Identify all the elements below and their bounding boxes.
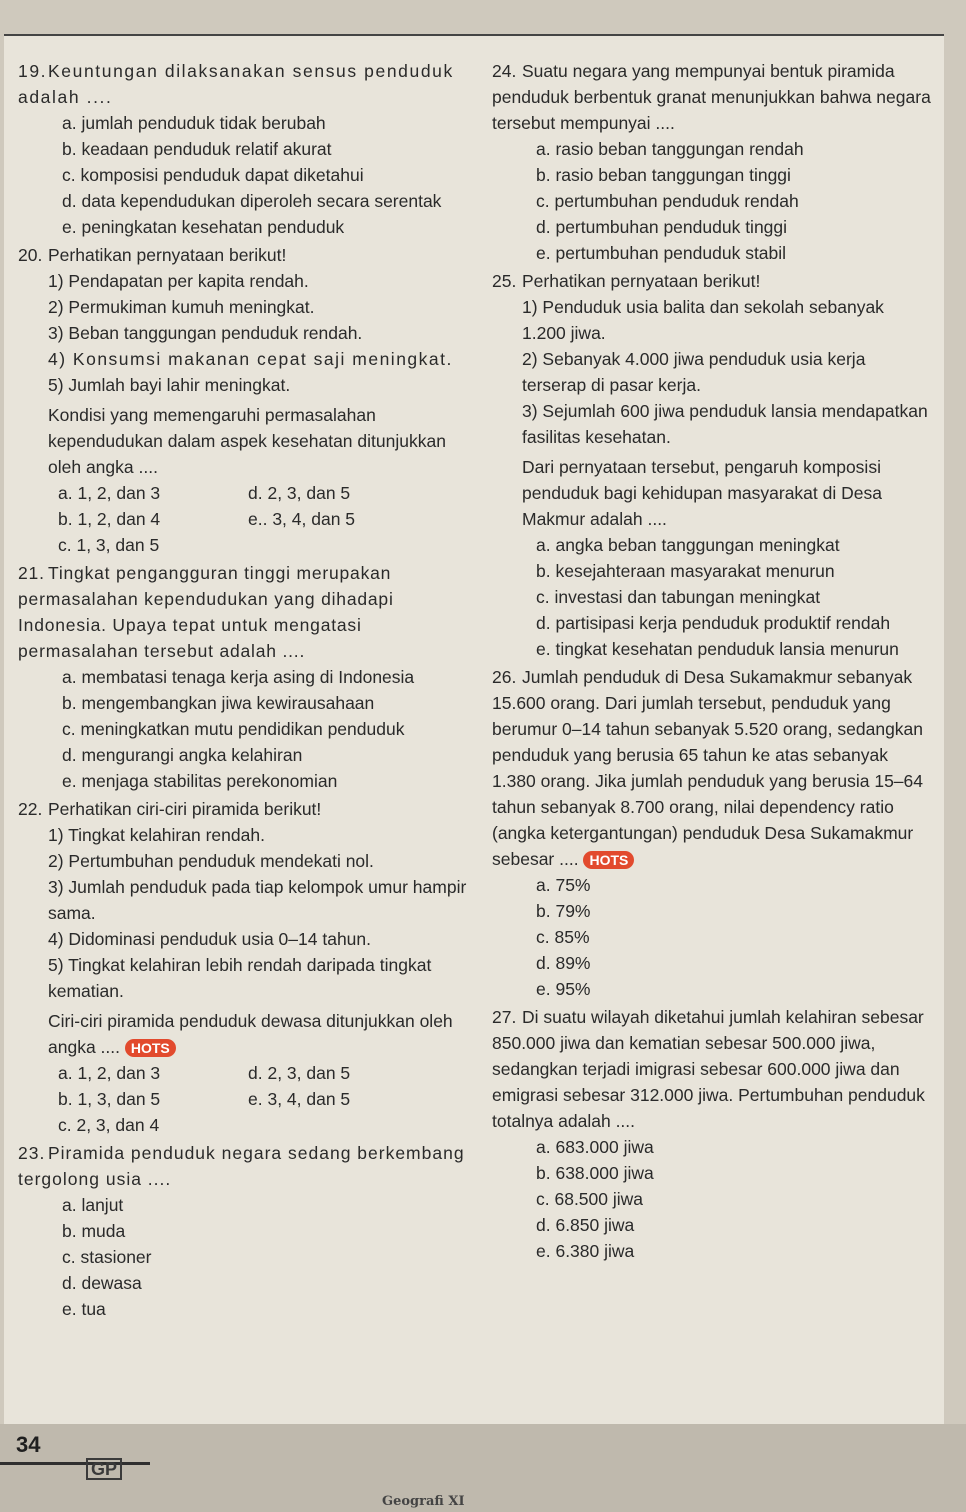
question-stem: Piramida penduduk negara sedang berkembang tergolong usia .... xyxy=(18,1143,465,1189)
question-21 xyxy=(18,560,468,794)
question-number: 21. xyxy=(18,563,45,583)
statement: 4) Didominasi penduduk usia 0–14 tahun. xyxy=(48,929,371,949)
question-number: 19. xyxy=(18,61,48,81)
question-number: 23. xyxy=(18,1143,46,1163)
option: b. mengembangkan jiwa kewirausahaan xyxy=(62,693,375,713)
option: e. 95% xyxy=(536,979,591,999)
option: c. 1, 3, dan 5 xyxy=(58,535,160,555)
option: d. 89% xyxy=(536,953,591,973)
option: b. 1, 2, dan 4 xyxy=(58,509,161,529)
question-24 xyxy=(492,58,932,266)
option: e. tingkat kesehatan penduduk lansia menurun xyxy=(536,639,899,659)
book-title: Geografi XI xyxy=(382,1494,465,1509)
page-footer xyxy=(0,1424,966,1512)
option: c. stasioner xyxy=(62,1247,152,1267)
left-column xyxy=(18,58,468,1324)
option: d. 2, 3, dan 5 xyxy=(248,1063,351,1083)
option: e. tua xyxy=(62,1299,106,1319)
question-stem: Perhatikan ciri-ciri piramida berikut! xyxy=(48,799,322,819)
statement: 2) Pertumbuhan penduduk mendekati nol. xyxy=(48,851,374,871)
question-stem: Tingkat pengangguran tinggi merupakan permasalahan kependudukan yang dihadapi Indonesia. Upaya tepat untuk mengatasi permasalahan tersebut adalah .... xyxy=(18,563,394,661)
question-19 xyxy=(18,58,468,240)
question-prompt: Ciri-ciri piramida penduduk dewasa ditunjukkan oleh angka .... xyxy=(48,1011,453,1057)
question-stem: Perhatikan pernyataan berikut! xyxy=(522,271,761,291)
option: c. 2, 3, dan 4 xyxy=(58,1115,160,1135)
option: e. peningkatan kesehatan penduduk xyxy=(62,217,345,237)
publisher-logo: GP xyxy=(86,1458,122,1480)
statement: 3) Beban tanggungan penduduk rendah. xyxy=(48,323,363,343)
question-prompt: Kondisi yang memengaruhi permasalahan kependudukan dalam aspek kesehatan ditunjukkan oleh angka .... xyxy=(48,405,446,477)
page-number: 34 xyxy=(16,1432,41,1457)
question-20 xyxy=(18,242,468,558)
option: a. 1, 2, dan 3 xyxy=(58,483,161,503)
hots-badge: HOTS xyxy=(125,1039,176,1057)
option: d. mengurangi angka kelahiran xyxy=(62,745,303,765)
question-27 xyxy=(492,1004,932,1264)
question-stem: Keuntungan dilaksanakan sensus penduduk adalah .... xyxy=(18,61,454,107)
question-22 xyxy=(18,796,468,1138)
option: e. menjaga stabilitas perekonomian xyxy=(62,771,338,791)
option: d. partisipasi kerja penduduk produktif rendah xyxy=(536,613,891,633)
option: a. angka beban tanggungan meningkat xyxy=(536,535,840,555)
statement: 5) Jumlah bayi lahir meningkat. xyxy=(48,375,291,395)
option: a. jumlah penduduk tidak berubah xyxy=(62,113,326,133)
option: b. 1, 3, dan 5 xyxy=(58,1089,161,1109)
option: b. keadaan penduduk relatif akurat xyxy=(62,139,332,159)
question-stem: Jumlah penduduk di Desa Sukamakmur sebanyak 15.600 orang. Dari jumlah tersebut, penduduk yang berumur 0–14 tahun sebanyak 5.520 orang, sedangkan penduduk yang berusia 65 tahun ke atas sebanyak 1.380 orang. Jika jumlah penduduk yang berusia 15–64 tahun sebanyak 8.700 orang, nilai dependency ratio (angka ketergantungan) penduduk Desa Sukamakmur sebesar .... xyxy=(492,667,924,869)
statement: 5) Tingkat kelahiran lebih rendah daripada tingkat kematian. xyxy=(48,955,432,1001)
option: d. pertumbuhan penduduk tinggi xyxy=(536,217,788,237)
option: c. investasi dan tabungan meningkat xyxy=(536,587,821,607)
question-number: 22. xyxy=(18,799,43,819)
question-number: 20. xyxy=(18,245,43,265)
option: b. kesejahteraan masyarakat menurun xyxy=(536,561,835,581)
option: c. meningkatkan mutu pendidikan penduduk xyxy=(62,719,405,739)
question-number: 24. xyxy=(492,61,517,81)
footer-divider xyxy=(0,1462,150,1465)
option: a. 75% xyxy=(536,875,591,895)
question-prompt: Dari pernyataan tersebut, pengaruh komposisi penduduk bagi kehidupan masyarakat di Desa Makmur adalah .... xyxy=(522,457,882,529)
option: d. dewasa xyxy=(62,1273,142,1293)
option: b. muda xyxy=(62,1221,126,1241)
question-23 xyxy=(18,1140,468,1322)
option: a. 1, 2, dan 3 xyxy=(58,1063,161,1083)
statement: 1) Pendapatan per kapita rendah. xyxy=(48,271,309,291)
option: e. 6.380 jiwa xyxy=(536,1241,635,1261)
option: e. 3, 4, dan 5 xyxy=(248,1089,351,1109)
question-number: 27. xyxy=(492,1007,517,1027)
statement: 2) Permukiman kumuh meningkat. xyxy=(48,297,315,317)
option: c. 85% xyxy=(536,927,590,947)
hots-badge: HOTS xyxy=(583,851,634,869)
question-stem: Di suatu wilayah diketahui jumlah kelahiran sebesar 850.000 jiwa dan kematian sebesar 500.000 jiwa, sedangkan terjadi imigrasi sebesar 600.000 jiwa dan emigrasi sebesar 312.000 jiwa. Pertumbuhan penduduk totalnya adalah .... xyxy=(492,1007,925,1131)
option: a. rasio beban tanggungan rendah xyxy=(536,139,804,159)
statement: 3) Sejumlah 600 jiwa penduduk lansia mendapatkan fasilitas kesehatan. xyxy=(522,401,928,447)
option: c. pertumbuhan penduduk rendah xyxy=(536,191,799,211)
option: a. membatasi tenaga kerja asing di Indonesia xyxy=(62,667,415,687)
question-number: 26. xyxy=(492,667,517,687)
option: d. data kependudukan diperoleh secara serentak xyxy=(62,191,442,211)
statement: 2) Sebanyak 4.000 jiwa penduduk usia kerja terserap di pasar kerja. xyxy=(522,349,866,395)
option: d. 2, 3, dan 5 xyxy=(248,483,351,503)
option: e.. 3, 4, dan 5 xyxy=(248,509,356,529)
right-column xyxy=(492,58,932,1266)
option: c. komposisi penduduk dapat diketahui xyxy=(62,165,364,185)
option: c. 68.500 jiwa xyxy=(536,1189,644,1209)
question-25 xyxy=(492,268,932,662)
question-stem: Perhatikan pernyataan berikut! xyxy=(48,245,287,265)
statement: 3) Jumlah penduduk pada tiap kelompok umur hampir sama. xyxy=(48,877,467,923)
statement: 1) Penduduk usia balita dan sekolah sebanyak 1.200 jiwa. xyxy=(522,297,884,343)
textbook-page xyxy=(4,34,944,1456)
option: e. pertumbuhan penduduk stabil xyxy=(536,243,787,263)
option: a. 683.000 jiwa xyxy=(536,1137,654,1157)
question-26 xyxy=(492,664,932,1002)
question-number: 25. xyxy=(492,271,517,291)
option: b. 79% xyxy=(536,901,591,921)
option: b. rasio beban tanggungan tinggi xyxy=(536,165,791,185)
statement: 4) Konsumsi makanan cepat saji meningkat. xyxy=(48,349,453,369)
option: a. lanjut xyxy=(62,1195,124,1215)
question-stem: Suatu negara yang mempunyai bentuk piramida penduduk berbentuk granat menunjukkan bahwa negara tersebut mempunyai .... xyxy=(492,61,931,133)
option: d. 6.850 jiwa xyxy=(536,1215,635,1235)
statement: 1) Tingkat kelahiran rendah. xyxy=(48,825,265,845)
option: b. 638.000 jiwa xyxy=(536,1163,654,1183)
